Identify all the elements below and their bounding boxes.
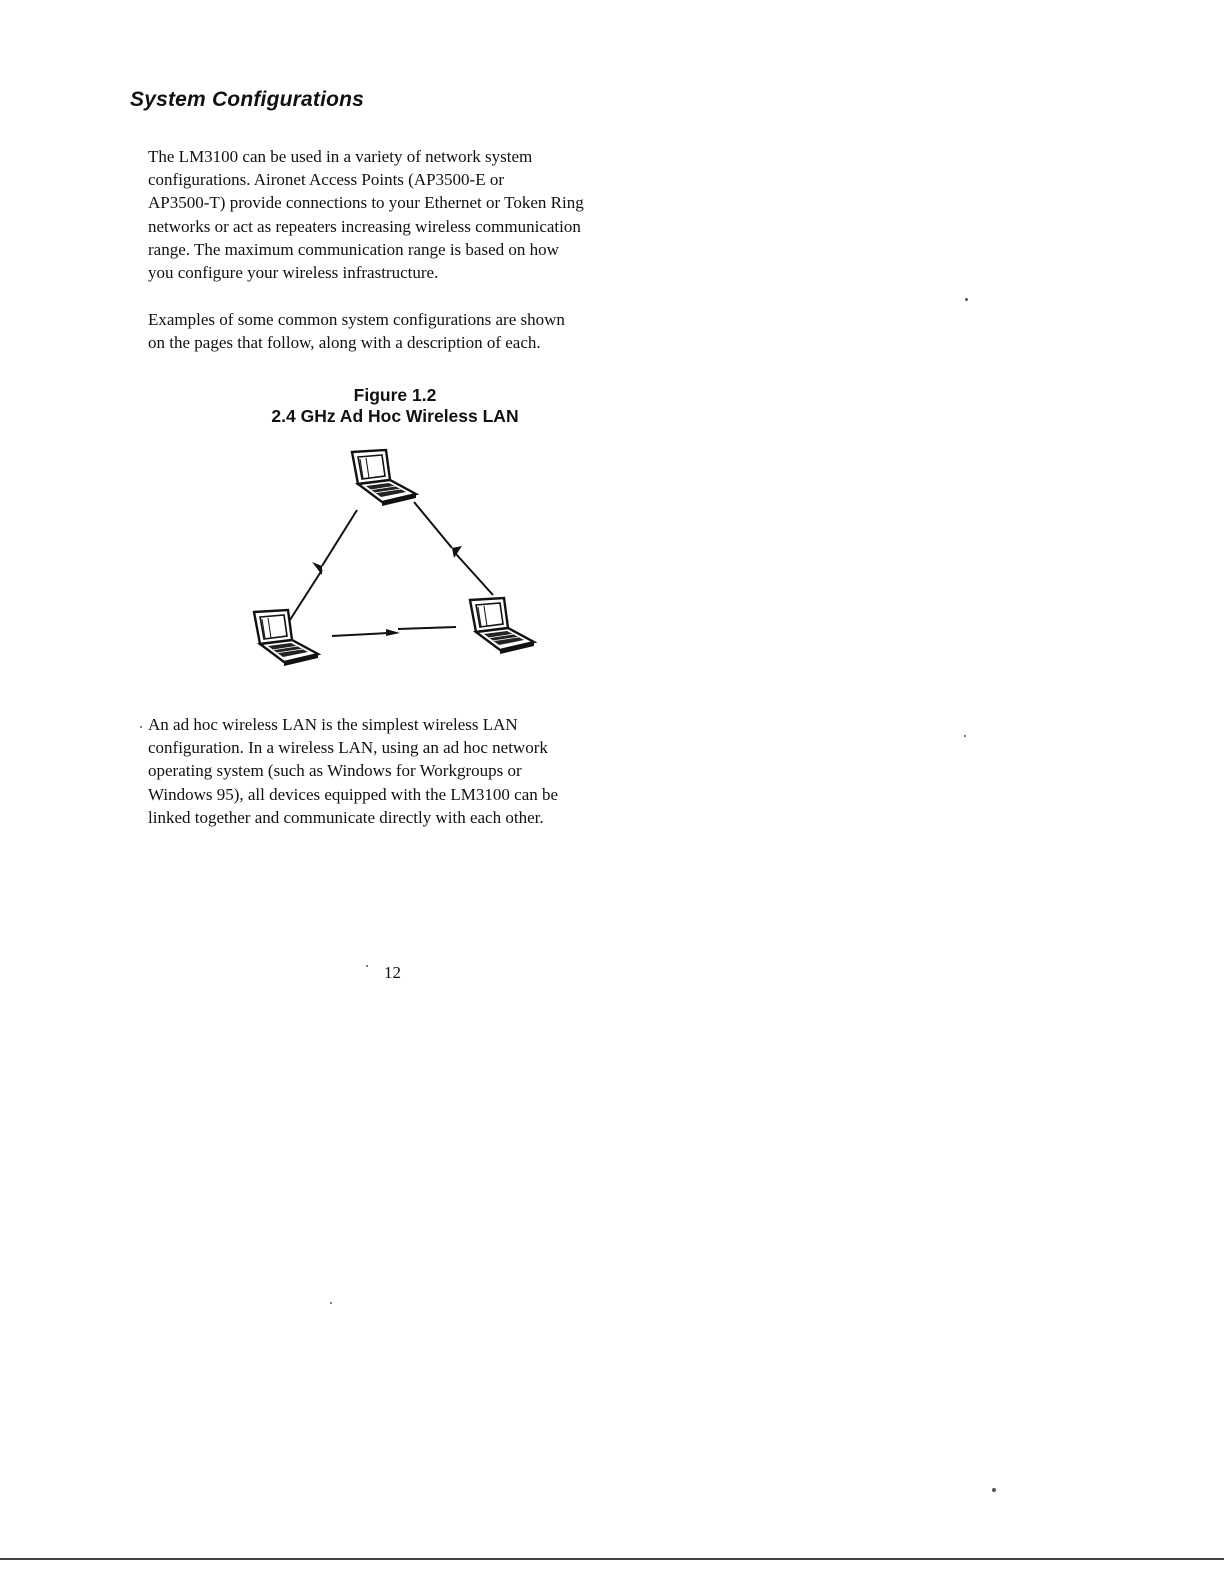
ad-hoc-network-diagram	[240, 440, 560, 680]
paragraph-line: configuration. In a wireless LAN, using an ad hoc network	[148, 738, 548, 758]
paragraph-line: on the pages that follow, along with a description of each.	[148, 333, 541, 353]
paragraph-line: configurations. Aironet Access Points (AP3500-E or	[148, 170, 505, 190]
examples-paragraph	[148, 308, 708, 354]
laptop-icon	[470, 598, 534, 654]
figure-number: Figure 1.2	[353, 385, 437, 405]
page-number: 12	[384, 963, 401, 982]
scan-speck	[965, 298, 968, 301]
bottom-rule	[0, 1558, 1224, 1560]
scan-speck	[140, 726, 142, 728]
ad-hoc-description	[148, 713, 708, 829]
paragraph-line: An ad hoc wireless LAN is the simplest wireless LAN	[148, 715, 518, 734]
scan-speck	[366, 965, 368, 967]
paragraph-line: linked together and communicate directly with each other.	[148, 807, 544, 827]
paragraph-line: AP3500-T) provide connections to your Ethernet or Token Ring	[148, 193, 584, 213]
paragraph-line: operating system (such as Windows for Workgroups or	[148, 761, 522, 781]
figure-title: 2.4 GHz Ad Hoc Wireless LAN	[271, 406, 519, 426]
paragraph-line: networks or act as repeaters increasing wireless communication	[148, 216, 581, 236]
laptop-icon	[254, 610, 318, 666]
intro-paragraph	[148, 145, 708, 284]
scan-speck	[330, 1302, 332, 1304]
section-title: System Configurations	[130, 88, 365, 111]
wireless-link-left-right	[332, 627, 456, 636]
scan-speck	[964, 735, 966, 737]
figure-caption	[200, 385, 590, 427]
paragraph-line: Windows 95), all devices equipped with the LM3100 can be	[148, 784, 559, 804]
paragraph-line: The LM3100 can be used in a variety of network system	[148, 147, 533, 166]
paragraph-line: range. The maximum communication range is based on how	[148, 239, 559, 259]
paragraph-line: you configure your wireless infrastructure.	[148, 263, 439, 283]
wireless-link-top-right	[414, 502, 493, 595]
paragraph-line: Examples of some common system configurations are shown	[148, 310, 565, 329]
laptop-icon	[352, 450, 416, 506]
wireless-link-top-left	[288, 510, 357, 623]
scan-speck	[992, 1488, 996, 1492]
